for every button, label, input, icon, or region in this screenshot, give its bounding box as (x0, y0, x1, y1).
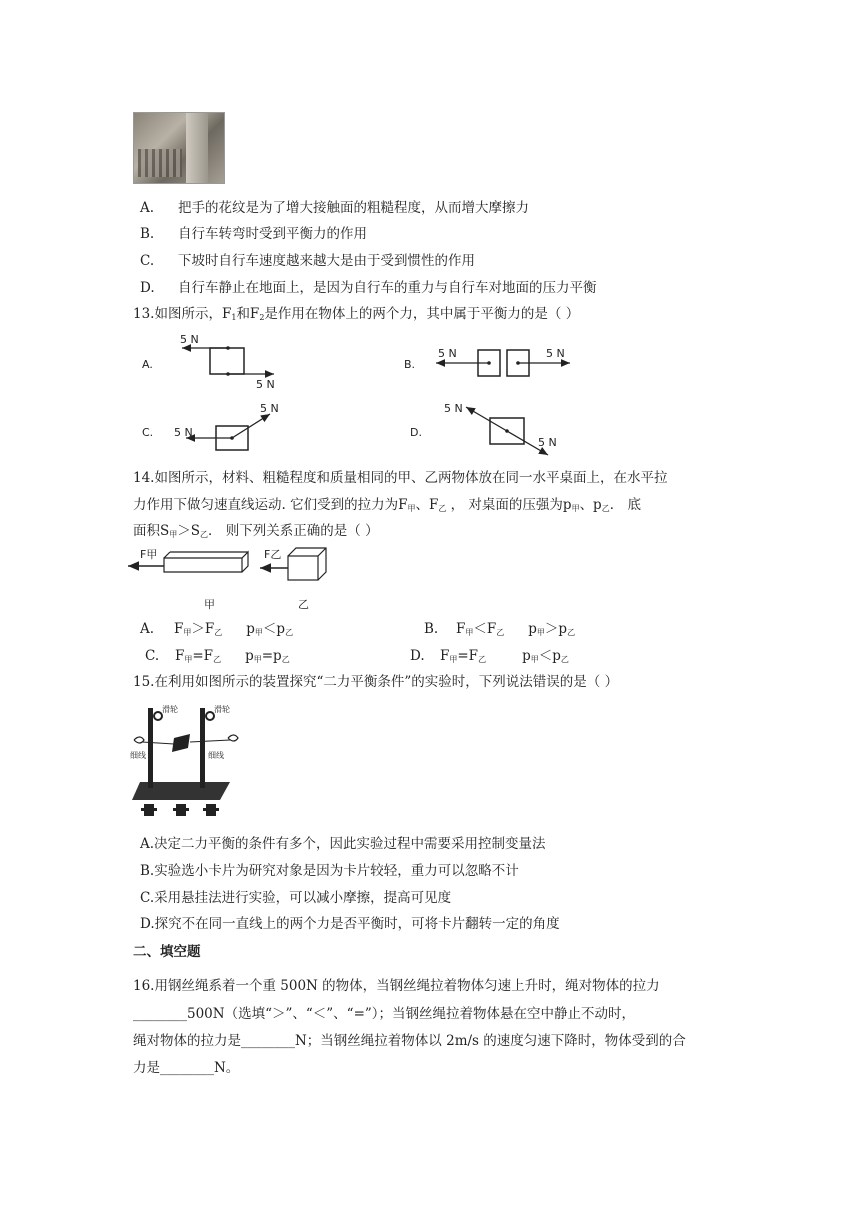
q13-label-b: B. (404, 358, 416, 371)
q13-b-force-right: 5 N (546, 347, 565, 360)
q15-option-d: D.探究不在同一直线上的两个力是否平衡时，可将卡片翻转一定的角度 (140, 916, 560, 932)
q15-option-b: B.实验选小卡片为研究对象是因为卡片较轻，重力可以忽略不计 (140, 863, 519, 879)
q14-force-jia: F甲 (140, 548, 158, 561)
q15-label-string-left: 细线 (130, 751, 146, 760)
q12-option-b: B. 自行车转弯时受到平衡力的作用 (140, 226, 367, 242)
q14-force-yi: F乙 (264, 548, 282, 561)
q15-label-pulley-right: 滑轮 (214, 705, 230, 714)
q15-label-pulley-left: 滑轮 (162, 705, 178, 714)
q15-apparatus-diagram (130, 702, 240, 818)
q14-stem-line3: 面积$S_甲>S_乙$． 则下列关系正确的是（ ） (133, 523, 379, 539)
q14-block-yi (288, 556, 318, 580)
q15-weights (141, 804, 219, 816)
q16-line2: ________500N（选填“＞”、“＜”、“=”）；当钢丝绳拉着物体悬在空中静止不动时， (133, 1006, 636, 1022)
q13-a-force-bottom: 5 N (256, 378, 275, 391)
q14-block-jia (164, 552, 248, 572)
q13-stem: 13.如图所示，$F_1$和$F_2$是作用在物体上的两个力，其中属于平衡力的是（ ） (133, 306, 580, 322)
q13-d-force-up: 5 N (444, 402, 463, 415)
photo-pillar (186, 113, 208, 183)
q14-stem-line1: 14.如图所示，材料、粗糙程度和质量相同的甲、乙两物体放在同一水平桌面上，在水平拉 (133, 470, 668, 486)
q13-label-d: D. (410, 426, 422, 439)
q15-pulley-left (154, 712, 162, 720)
q15-string-left (142, 742, 174, 744)
q14-option-b: B. $F_甲<F_乙$ $p_甲>p_乙$ (424, 621, 576, 637)
q13-a-force-top: 5 N (180, 333, 199, 346)
q15-post-left (148, 708, 153, 788)
q14-diagram (120, 544, 360, 616)
q15-option-a: A.决定二力平衡的条件有多个，因此实验过程中需要采用控制变量法 (140, 836, 546, 852)
q13-c-force-diag: 5 N (260, 402, 279, 415)
q15-label-string-right: 细线 (208, 751, 224, 760)
q13-d-force-down: 5 N (538, 436, 557, 449)
q14-option-d: D. $F_甲=F_乙$ $p_甲<p_乙$ (410, 648, 569, 664)
q16-line1: 16.用钢丝绳系着一个重 500N 的物体，当钢丝绳拉着物体匀速上升时，绳对物体的拉力 (133, 978, 660, 994)
q13-label-a: A. (142, 358, 153, 371)
q15-post-right (200, 708, 205, 788)
q12-option-a: A. 把手的花纹是为了增大接触面的粗糙程度，从而增大摩擦力 (140, 200, 529, 216)
q14-caption-yi: 乙 (298, 598, 309, 611)
q15-pulley-right (206, 712, 214, 720)
q13-diagrams (130, 330, 730, 460)
q15-string-right (190, 740, 230, 742)
q13-c-force-left: 5 N (174, 426, 193, 439)
q13-b-force-left: 5 N (438, 347, 457, 360)
q12-option-c: C. 下坡时自行车速度越来越大是由于受到惯性的作用 (140, 253, 475, 269)
photo-bikes (138, 149, 182, 177)
q13-label-c: C. (142, 426, 154, 439)
q12-option-d: D. 自行车静止在地面上，是因为自行车的重力与自行车对地面的压力平衡 (140, 280, 597, 296)
q16-line4: 力是________N。 (133, 1060, 240, 1076)
q14-option-a: A. $F_甲>F_乙$ $p_甲<p_乙$ (140, 621, 294, 637)
q14-caption-jia: 甲 (204, 598, 215, 611)
q16-line3: 绳对物体的拉力是________N；当钢丝绳拉着物体以 2m/s 的速度匀速下降时，物体受到的合 (133, 1033, 686, 1049)
q13-d-arrow-up (466, 407, 507, 431)
q15-base (132, 782, 230, 800)
q14-option-c: C. $F_甲=F_乙$ $p_甲=p_乙$ (145, 648, 290, 664)
q13-a-block (210, 348, 244, 374)
q15-stem: 15.在利用如图所示的装置探究“二力平衡条件”的实验时，下列说法错误的是（ ） (133, 674, 619, 690)
q14-stem-line2: 力作用下做匀速直线运动. 它们受到的拉力为$F_甲$、$F_乙$ ， 对桌面的压强为$p_甲$、$p_乙$． 底 (133, 497, 642, 513)
q15-option-c: C.采用悬挂法进行实验，可以减小摩擦，提高可见度 (140, 890, 452, 906)
bicycle-photo (133, 112, 225, 184)
section-title-fill-in: 二、填空题 (133, 944, 201, 960)
q15-card (172, 734, 190, 752)
